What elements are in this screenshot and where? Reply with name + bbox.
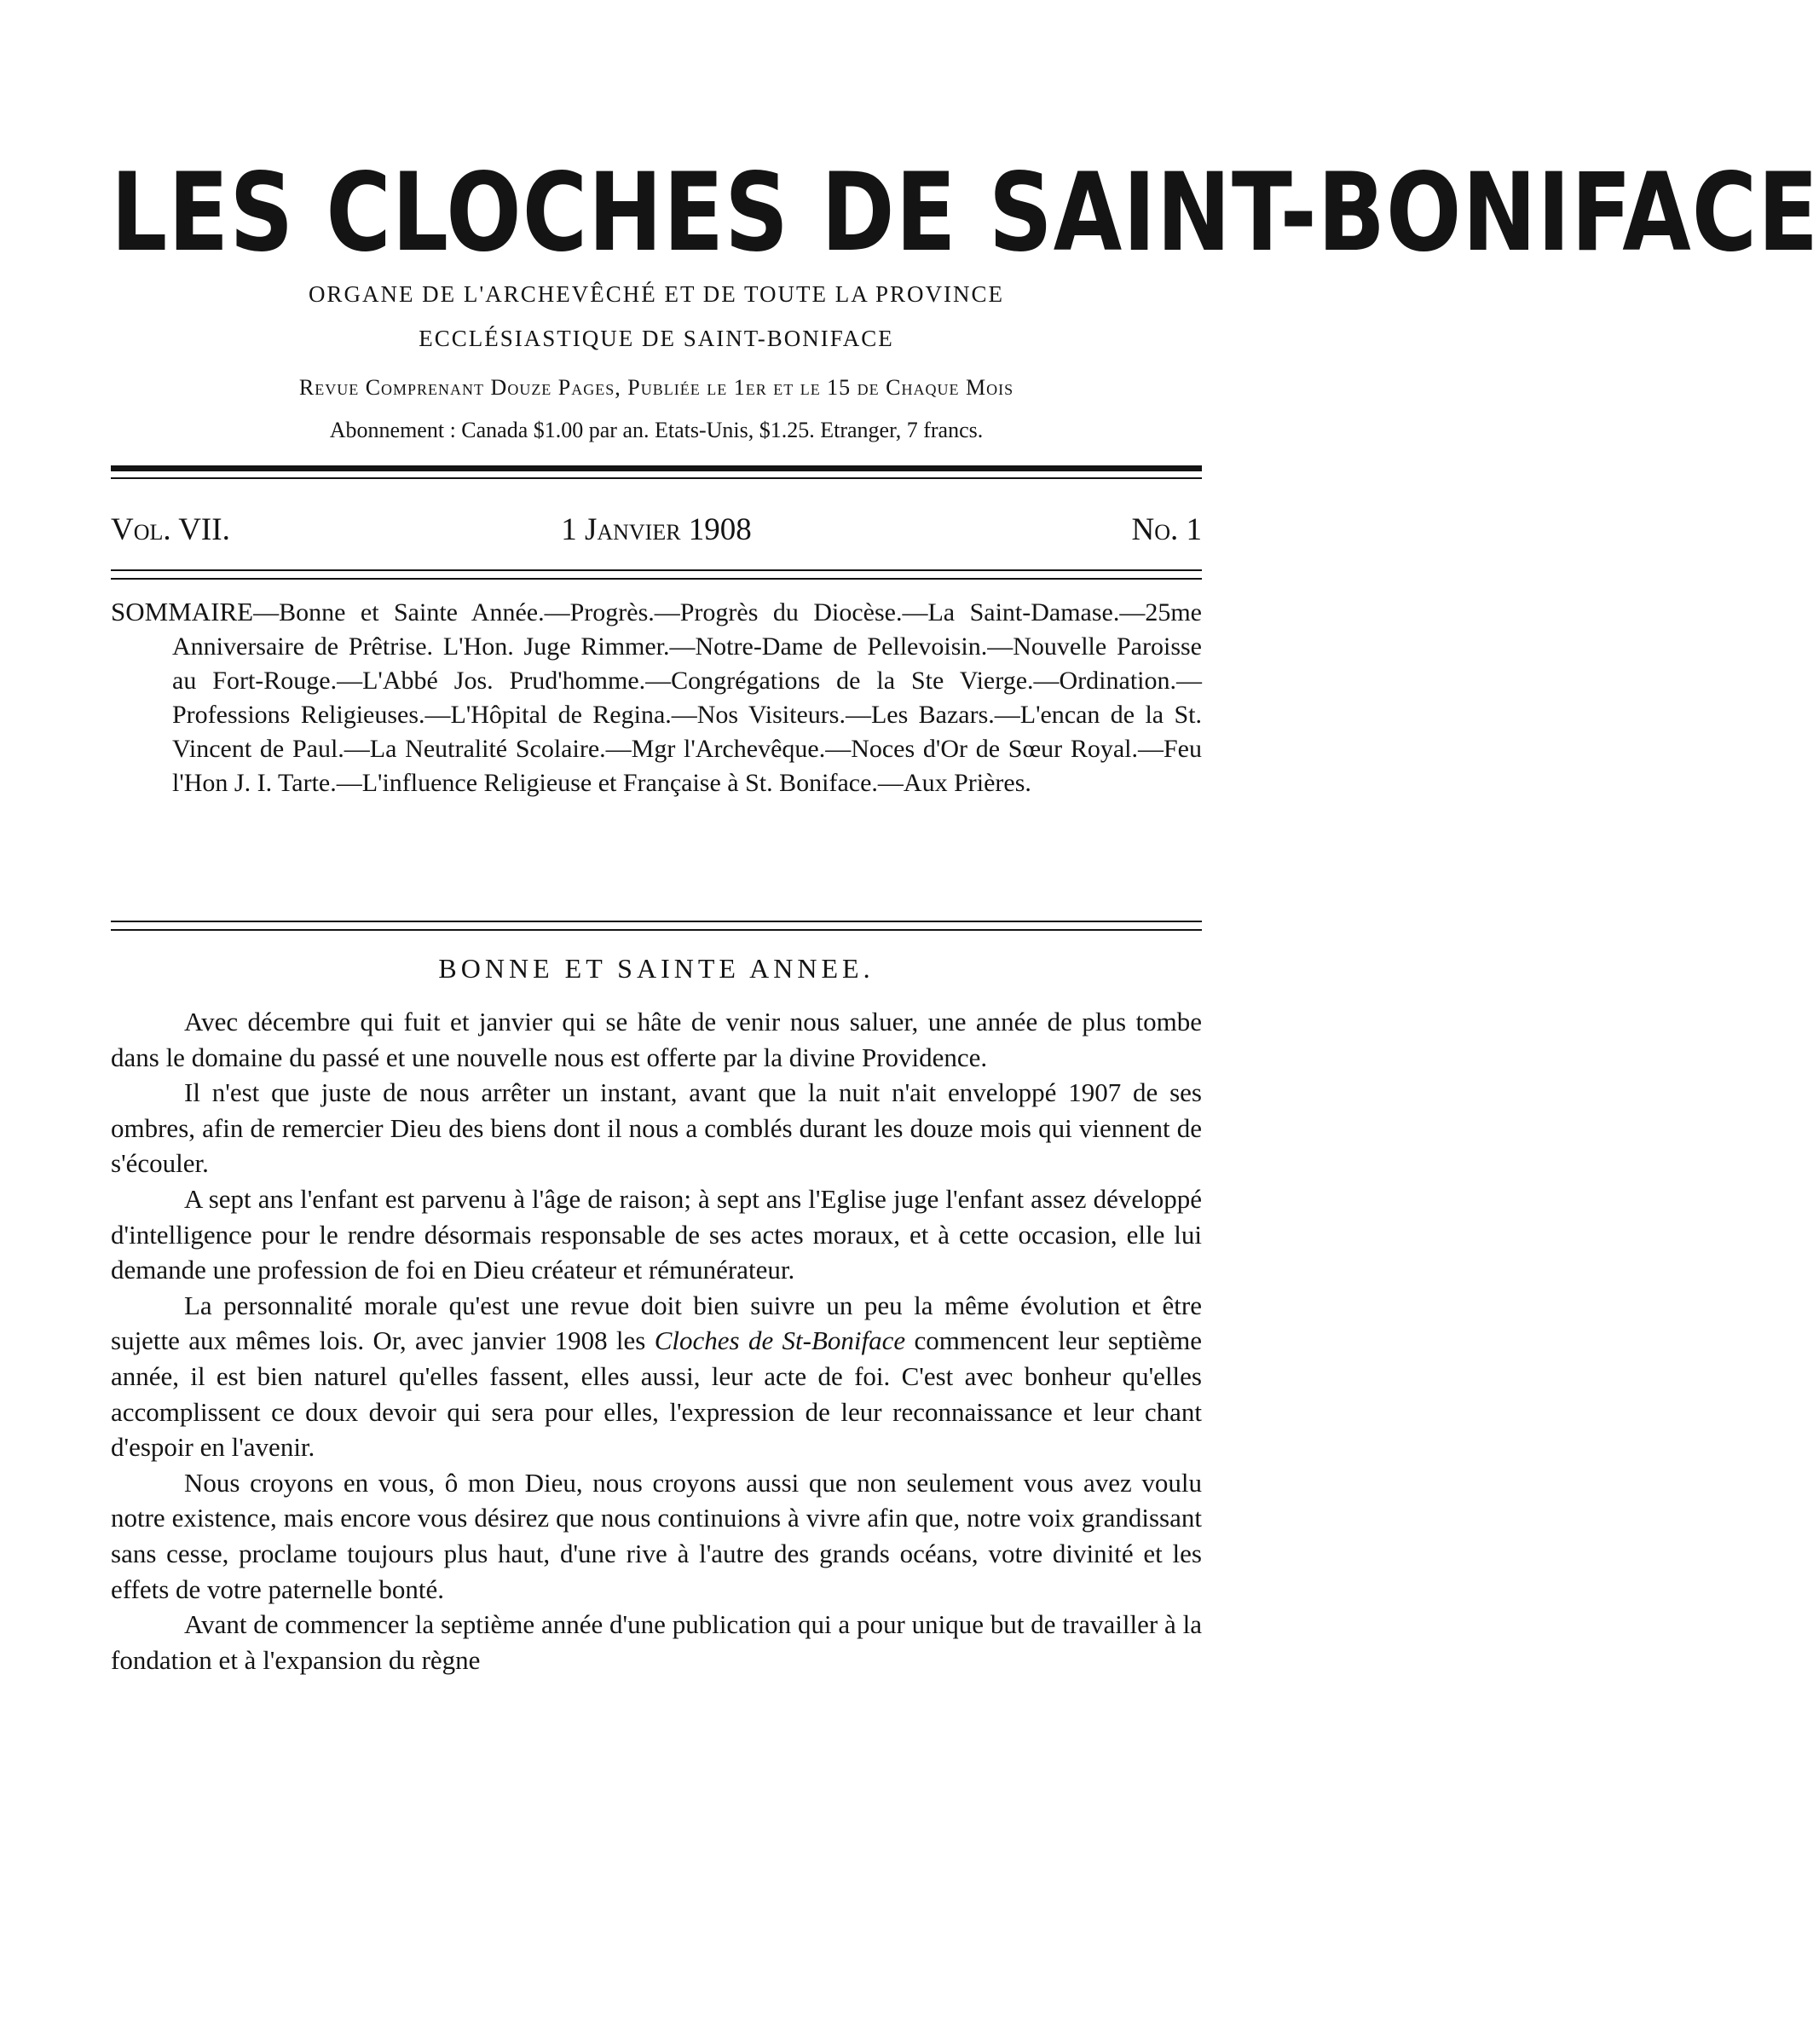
issue-info-row bbox=[111, 511, 1202, 554]
article-body bbox=[111, 1004, 1202, 1677]
double-divider-bottom bbox=[111, 929, 1202, 931]
thin-divider bbox=[111, 477, 1202, 479]
issue-number: No. 1 bbox=[1131, 512, 1202, 547]
double-divider-bottom bbox=[111, 578, 1202, 580]
paragraph-text: La personnalité morale qu'est une revue doit bien suivre un peu la même évolution et être sujette aux mêmes lois. Or, avec janvier 1908 les bbox=[111, 1290, 1202, 1356]
masthead-subtitle-line-1: ORGANE DE L'ARCHEVÊCHÉ ET DE TOUTE LA PROVINCE bbox=[308, 281, 1005, 307]
article-paragraph bbox=[111, 1288, 1202, 1465]
article-paragraph: Nous croyons en vous, ô mon Dieu, nous croyons aussi que non seulement vous avez voulu notre existence, mais encore vous désirez que nous continuions à vivre afin que, notre voix grandissant sans cesse, proclame toujours plus haut, d'une rive à l'autre des grands océans, votre divinité et les effets de votre paternelle bonté. bbox=[111, 1467, 1202, 1604]
article-paragraph: Il n'est que juste de nous arrêter un instant, avant que la nuit n'ait enveloppé 1907 de ses ombres, afin de remercier Dieu des biens dont il nous a comblés durant les douze mois qui viennent de s'écouler. bbox=[111, 1077, 1202, 1179]
subscription-rates: Abonnement : Canada $1.00 par an. Etats-Unis, $1.25. Etranger, 7 francs. bbox=[329, 418, 984, 442]
double-divider-top bbox=[111, 921, 1202, 922]
thick-divider bbox=[111, 465, 1202, 471]
article-paragraph: A sept ans l'enfant est parvenu à l'âge de raison; à sept ans l'Eglise juge l'enfant assez développé d'intelligence pour le rendre désormais responsable de ses actes moraux, et à cette occasion, elle lui demande une profession de foi en Dieu créateur et rémunérateur. bbox=[111, 1183, 1202, 1285]
sommaire-label: SOMMAIRE bbox=[111, 597, 254, 626]
publication-name: Cloches de St-Boniface bbox=[654, 1325, 906, 1356]
masthead-title: LES CLOCHES DE SAINT-BONIFACE bbox=[111, 148, 1819, 276]
article-title: BONNE ET SAINTE ANNEE. bbox=[438, 953, 875, 984]
masthead-subtitle-line-2: ECCLÉSIASTIQUE DE SAINT-BONIFACE bbox=[419, 326, 894, 351]
double-divider-top bbox=[111, 569, 1202, 571]
newsletter-page bbox=[111, 0, 1819, 2044]
paragraph-text: commencent leur septième année, il est bien naturel qu'elles fassent, elles aussi, leur acte de foi. C'est avec bonheur qu'elles accomplissent ce doux devoir qui sera pour elles, l'expression de leur reconnaissance et leur chant d'espoir en l'avenir. bbox=[111, 1325, 1202, 1463]
volume-number: Vol. VII. bbox=[111, 512, 230, 547]
article-paragraph: Avec décembre qui fuit et janvier qui se hâte de venir nous saluer, une année de plus tombe dans le domaine du passé et une nouvelle nous est offerte par la divine Providence. bbox=[111, 1007, 1202, 1072]
issue-date: 1 Janvier 1908 bbox=[561, 512, 752, 547]
publication-schedule: Revue Comprenant Douze Pages, Publiée le 1er et le 15 de Chaque Mois bbox=[298, 375, 1014, 400]
sommaire-text: —Bonne et Sainte Année.—Progrès.—Progrès du Diocèse.—La Saint-Damase.—25me Anniversaire de Prêtrise. L'Hon. Juge Rimmer.—Notre-Dame de Pellevoisin.—Nouvelle Paroisse au Fort-Rouge.—L'Abbé Jos. Prud'homme.—Congrégations de la Ste Vierge.—Ordination.—Professions Religieuses.—L'Hôpital de Regina.—Nos Visiteurs.—Les Bazars.—L'encan de la St. Vincent de Paul.—La Neutralité Scolaire.—Mgr l'Archevêque.—Noces d'Or de Sœur Royal.—Feu l'Hon J. I. Tarte.—L'influence Religieuse et Française à St. Boniface.—Aux Prières. bbox=[172, 598, 1202, 797]
article-paragraph: Avant de commencer la septième année d'une publication qui a pour unique but de travailler à la fondation et à l'expansion du règne bbox=[111, 1609, 1202, 1675]
table-of-contents bbox=[111, 595, 1202, 800]
